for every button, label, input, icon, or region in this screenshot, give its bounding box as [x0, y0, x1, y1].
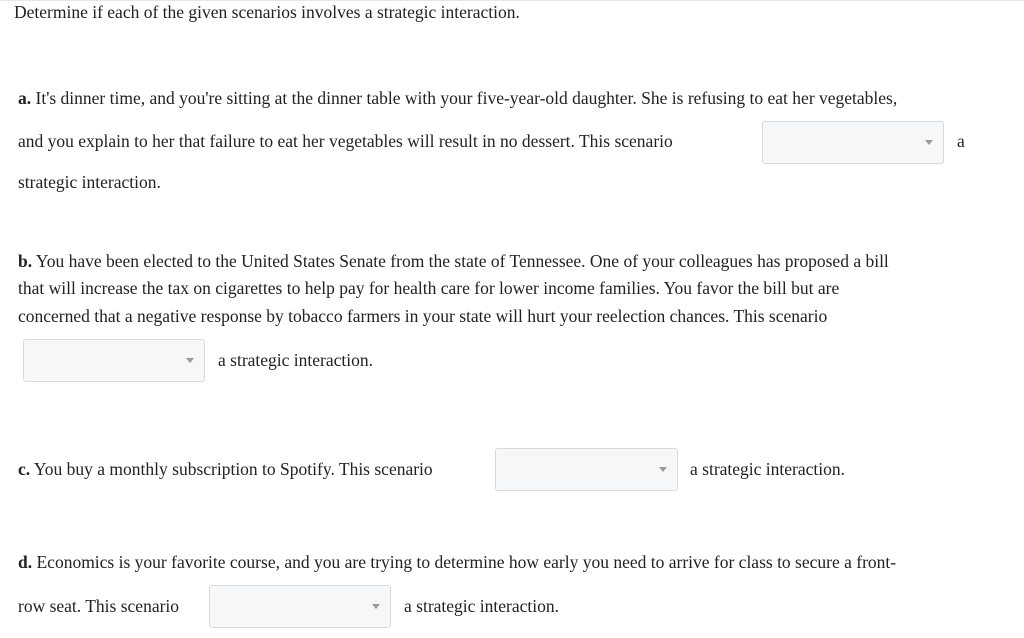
- question-c-dropdown[interactable]: [495, 448, 678, 491]
- question-a-dropdown[interactable]: [762, 121, 944, 164]
- question-a-after-dropdown: a: [957, 131, 965, 151]
- chevron-down-icon: [186, 358, 194, 363]
- chevron-down-icon: [925, 140, 933, 145]
- question-a-line1: [18, 87, 897, 109]
- question-b-text-line1: You have been elected to the United States Senate from the state of Tennessee. One of your colleagues has proposed a bill: [35, 251, 889, 271]
- question-b-text-line3: concerned that a negative response by tobacco farmers in your state will hurt your reelection chances. This scenario: [18, 306, 828, 326]
- question-c-line1: [18, 458, 433, 480]
- question-d-text-line1: Economics is your favorite course, and you are trying to determine how early you need to arrive for class to secure a front-: [36, 552, 897, 572]
- question-d-text-line2: row seat. This scenario: [18, 596, 180, 616]
- question-d-line1: [18, 551, 896, 573]
- question-c-after-dropdown: a strategic interaction.: [690, 459, 845, 479]
- question-b-label: b.: [18, 251, 33, 271]
- chevron-down-icon: [659, 467, 667, 472]
- question-d-label: d.: [18, 552, 33, 572]
- question-d-after-dropdown: a strategic interaction.: [404, 596, 559, 616]
- instruction-text: Determine if each of the given scenarios involves a strategic interaction.: [14, 2, 520, 22]
- question-b-line1: [18, 250, 889, 272]
- question-a-text-line3: strategic interaction.: [18, 172, 161, 192]
- question-b-after-dropdown: a strategic interaction.: [218, 350, 373, 370]
- question-a-label: a.: [18, 88, 32, 108]
- question-b-text-line2: that will increase the tax on cigarettes to help pay for health care for lower income families. You favor the bill but are: [18, 278, 840, 298]
- question-d-dropdown[interactable]: [209, 585, 391, 628]
- question-b-dropdown[interactable]: [23, 339, 205, 382]
- question-a-text-line2: and you explain to her that failure to eat her vegetables will result in no dessert. This scenario: [18, 131, 673, 151]
- question-a-text-line1: It's dinner time, and you're sitting at the dinner table with your five-year-old daughter. She is refusing to eat her vegetables,: [35, 88, 898, 108]
- question-c-text-line1: You buy a monthly subscription to Spotify. This scenario: [33, 459, 433, 479]
- question-c-label: c.: [18, 459, 31, 479]
- chevron-down-icon: [372, 604, 380, 609]
